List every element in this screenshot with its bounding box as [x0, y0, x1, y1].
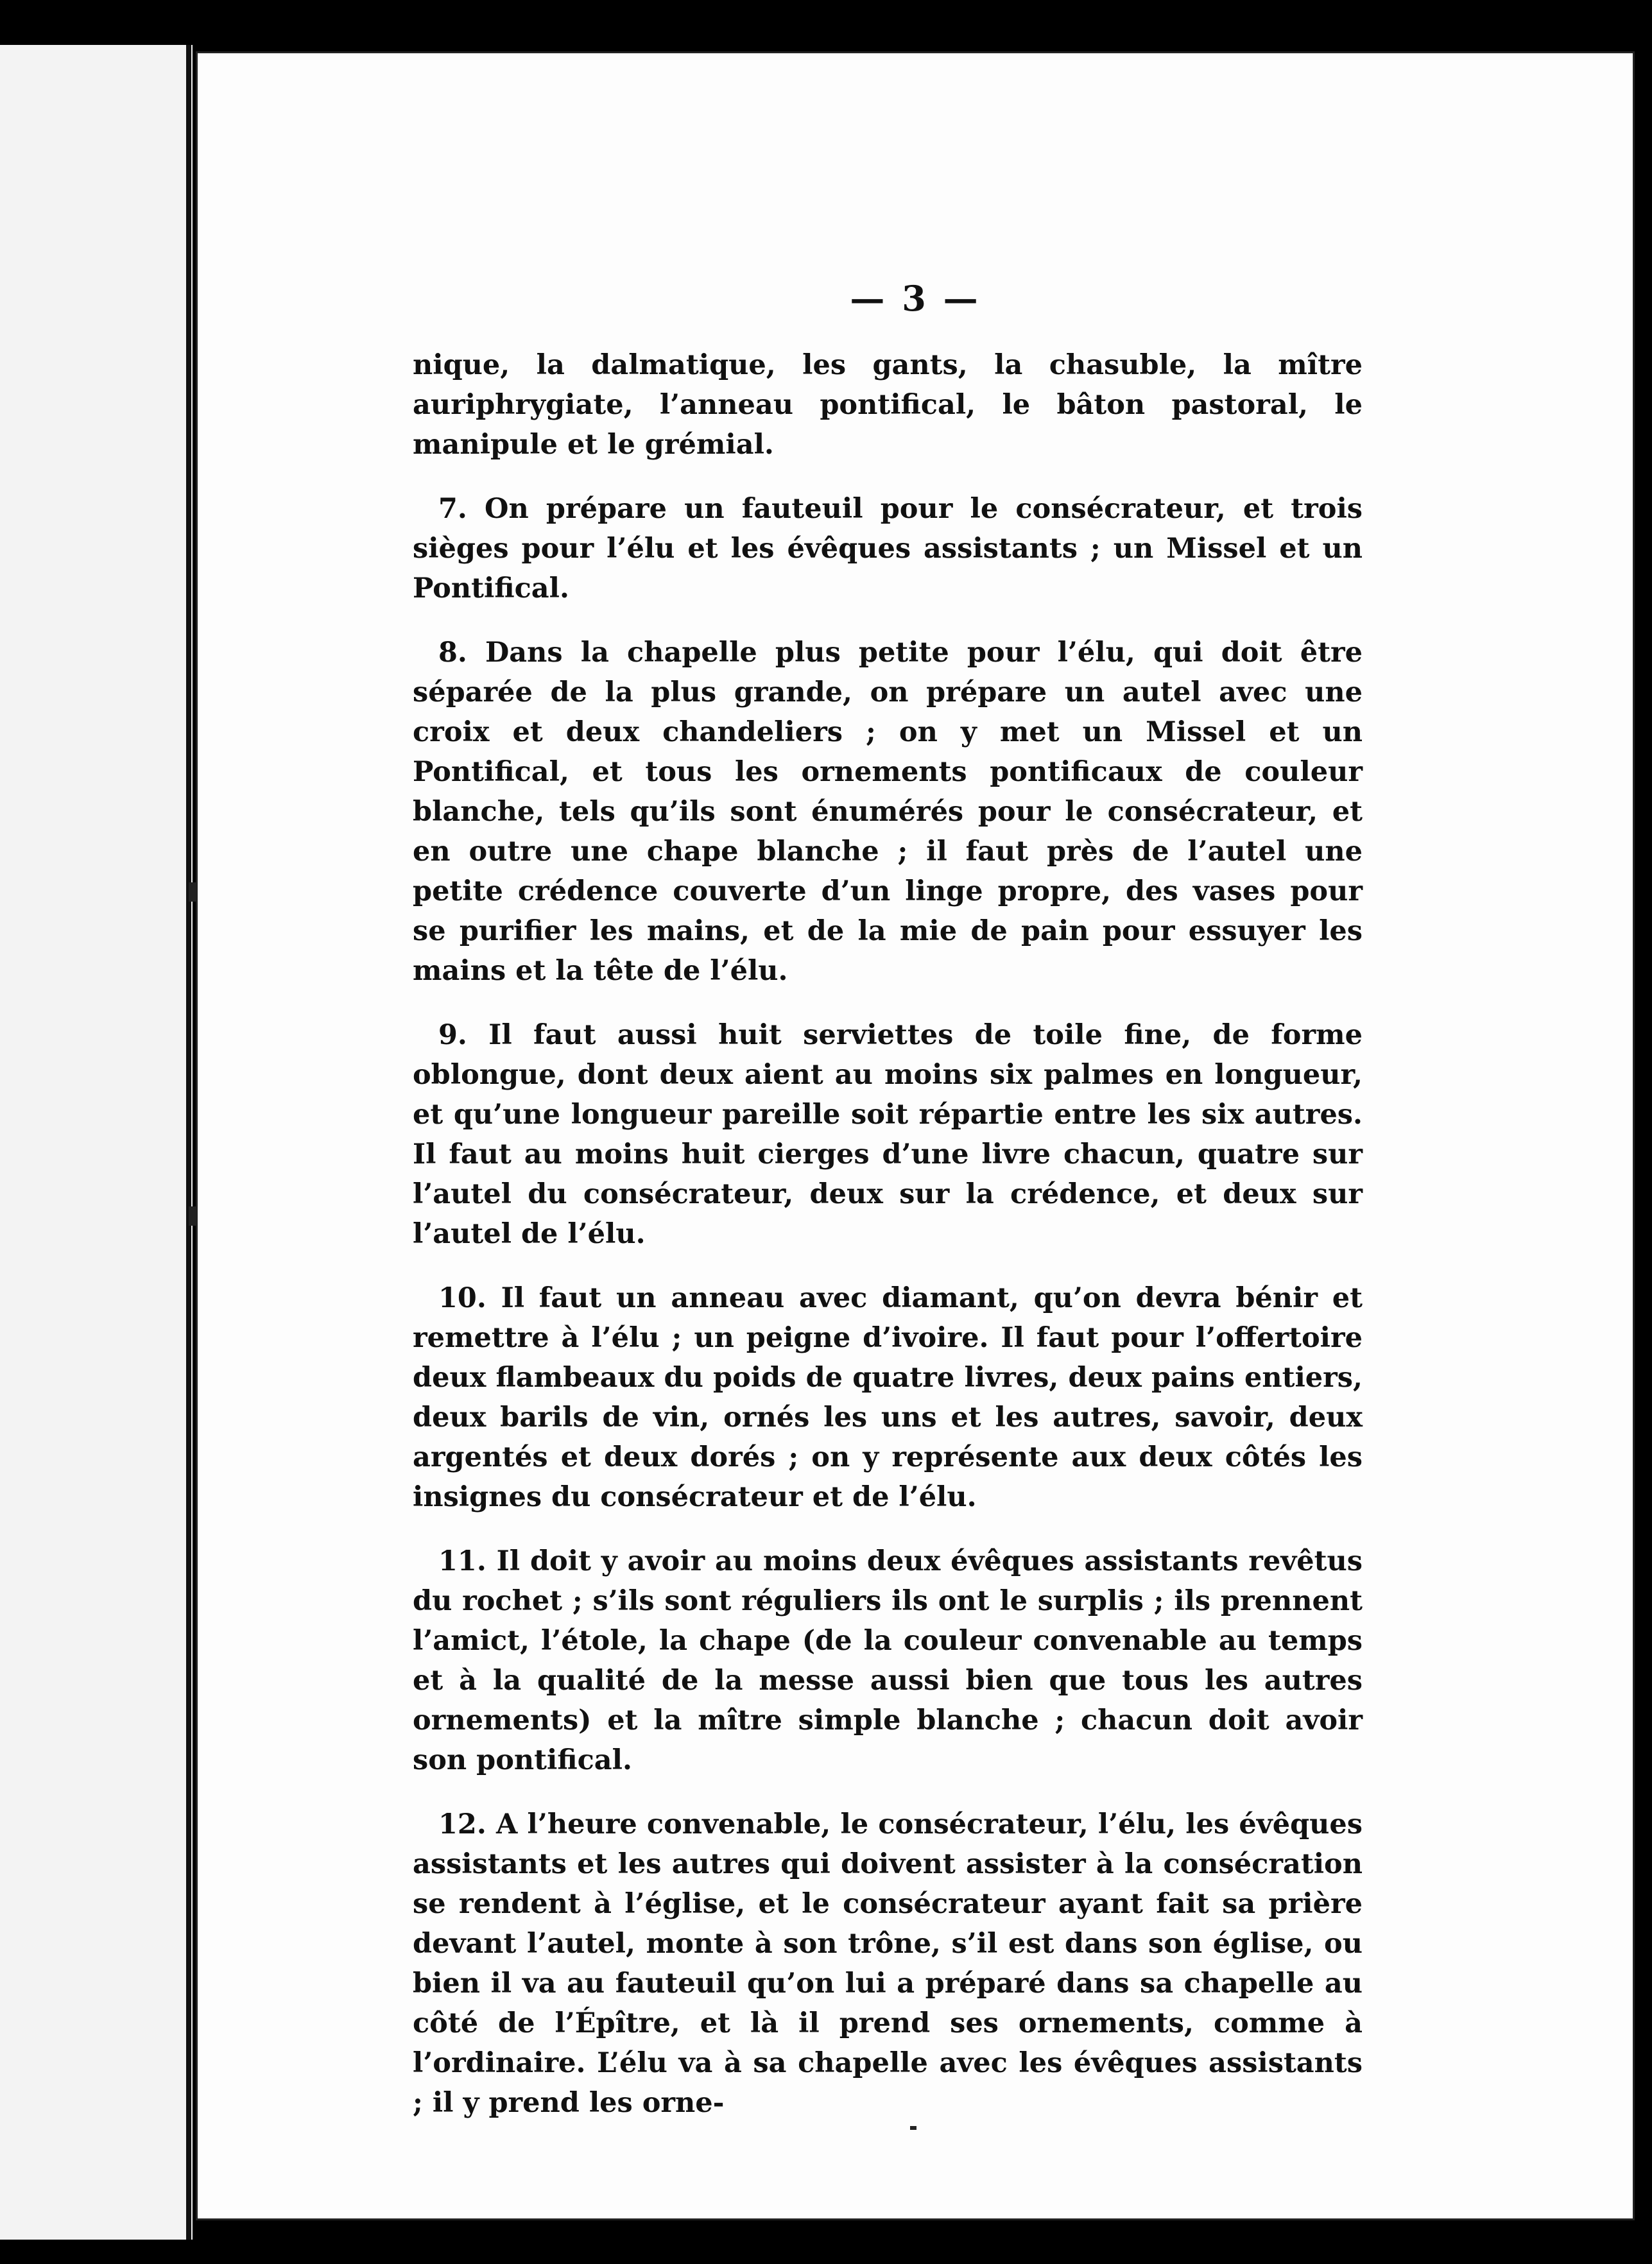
paragraph-continuation: nique, la dalmatique, les gants, la chasuble, la mître auriphrygiate, l’anneau pontifical, le bâton pastoral, le manipule et le grémial.	[413, 349, 1363, 461]
paragraph-10: 10. Il faut un anneau avec diamant, qu’on devra bénir et remettre à l’élu ; un peigne d’ivoire. Il faut pour l’offertoire deux flambeaux du poids de quatre livres, deux pains entiers, deux barils de vin, ornés les uns et les autres, savoir, deux argentés et deux dorés ; on y représente aux deux côtés les insignes du consécrateur et de l’élu.	[413, 1282, 1363, 1513]
page-number: — 3 —	[850, 278, 981, 319]
paragraph-8: 8. Dans la chapelle plus petite pour l’élu, qui doit être séparée de la plus grande, on prépare un autel avec une croix et deux chandeliers ; on y met un Missel et un Pontifical, et tous les ornements pontificaux de couleur blanche, tels qu’ils sont énumérés pour le consécrateur, et en outre une chape blanche ; il faut près de l’autel une petite crédence couverte d’un linge propre, des vases pour se purifier les mains, et de la mie de pain pour essuyer les mains et la tête de l’élu.	[413, 637, 1363, 987]
binding-mark	[189, 1206, 198, 1226]
previous-page-edge	[0, 45, 193, 2240]
paragraph-9: 9. Il faut aussi huit serviettes de toile fine, de forme oblongue, dont deux aient au moins six palmes en longueur, et qu’une longueur pareille soit répartie entre les six autres. Il faut au moins huit cierges d’une livre chacun, quatre sur l’autel du consécrateur, deux sur la crédence, et deux sur l’autel de l’élu.	[413, 1019, 1363, 1250]
page-text	[413, 345, 1363, 2147]
binding-mark	[189, 882, 198, 902]
book-page	[196, 51, 1635, 2220]
paragraph-12: 12. A l’heure convenable, le consécrateur, l’élu, les évêques assistants et les autres qui doivent assister à la consécration se rendent à l’église, et le consécrateur ayant fait sa prière devant l’autel, monte à son trône, s’il est dans son église, ou bien il va au fauteuil qu’on lui a préparé dans sa chapelle au côté de l’Épître, et là il prend ses ornements, comme à l’ordinaire. L’élu va à sa chapelle avec les évêques assistants ; il y prend les orne-	[413, 1808, 1363, 2119]
paragraph-11: 11. Il doit y avoir au moins deux évêques assistants revêtus du rochet ; s’ils sont réguliers ils ont le surplis ; ils prennent l’amict, l’étole, la chape (de la couleur convenable au temps et à la qualité de la messe aussi bien que tous les autres ornements) et la mître simple blanche ; chacun doit avoir son pontifical.	[413, 1545, 1363, 1776]
scan-speck	[910, 2126, 916, 2130]
page-gutter	[186, 45, 191, 2240]
paragraph-7: 7. On prépare un fauteuil pour le consécrateur, et trois sièges pour l’élu et les évêques assistants ; un Missel et un Pontifical.	[413, 493, 1363, 605]
